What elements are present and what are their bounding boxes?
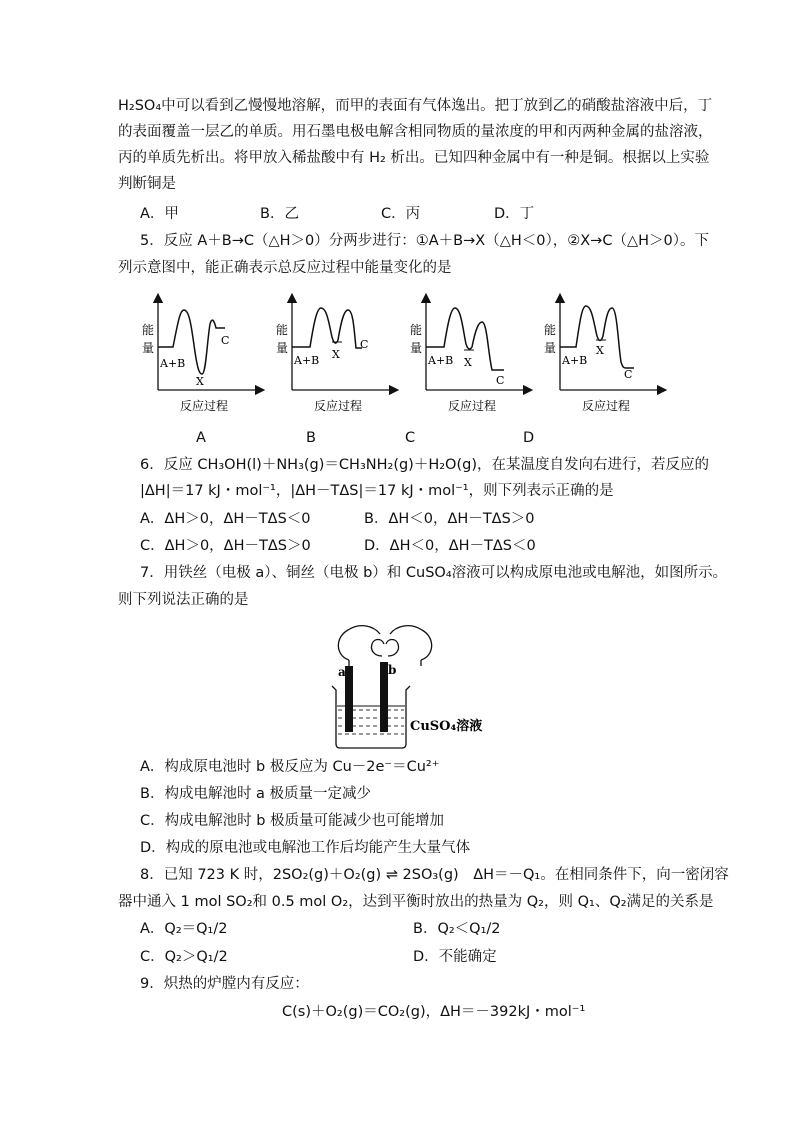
svg-text:X: X bbox=[332, 348, 340, 361]
q7-text-line-1: 7．用铁丝（电极 a）、铜丝（电极 b）和 CuSO₄溶液可以构成原电池或电解池，如图所示。 bbox=[140, 565, 728, 581]
electrode-a bbox=[345, 666, 353, 732]
q9-text-line-1: 9．炽热的炉膛内有反应： bbox=[140, 976, 309, 992]
q8-option-a[interactable]: A．Q₂＝Q₁/2 bbox=[140, 921, 228, 937]
q7-text-line-2: 则下列说法正确的是 bbox=[118, 592, 249, 608]
q8-text-line-2: 器中通入 1 mol SO₂和 0.5 mol O₂，达到平衡时放出的热量为 Q₂，则 Q₁、Q₂满足的关系是 bbox=[118, 894, 714, 910]
q4-option-b[interactable]: B．乙 bbox=[260, 206, 299, 222]
q5-choice-c[interactable]: C bbox=[405, 430, 416, 446]
q4-option-a[interactable]: A．甲 bbox=[140, 206, 179, 222]
q6-text-line-2: |ΔH|＝17 kJ・mol⁻¹，|ΔH－TΔS|＝17 kJ・mol⁻¹，则下列表示正确的是 bbox=[140, 483, 614, 499]
q5-choice-d[interactable]: D bbox=[523, 430, 535, 446]
label-a: a bbox=[338, 665, 346, 679]
svg-text:C: C bbox=[496, 374, 505, 387]
q4-option-c[interactable]: C．丙 bbox=[381, 206, 421, 222]
q5-text-line-2: 列示意图中，能正确表示总反应过程中能量变化的是 bbox=[118, 260, 452, 276]
diagram-c bbox=[410, 298, 528, 413]
diagram-d bbox=[544, 298, 662, 413]
q8-option-d[interactable]: D．不能确定 bbox=[413, 949, 497, 965]
svg-text:A+B: A+B bbox=[294, 354, 320, 367]
label-x: X bbox=[196, 375, 204, 388]
label-ab: A+B bbox=[160, 357, 186, 370]
q6-option-c[interactable]: C．ΔH＞0，ΔH－TΔS＞0 bbox=[140, 538, 311, 554]
q8-option-b[interactable]: B．Q₂＜Q₁/2 bbox=[413, 921, 501, 937]
cuso4-label: CuSO₄溶液 bbox=[410, 719, 483, 734]
q6-option-b[interactable]: B．ΔH＜0，ΔH－TΔS＞0 bbox=[364, 511, 535, 527]
q8-option-c[interactable]: C．Q₂＞Q₁/2 bbox=[140, 949, 228, 965]
svg-text:反应过程: 反应过程 bbox=[582, 399, 631, 413]
q4-text-line-2: 的表面覆盖一层乙的单质。用石墨电极电解含相同物质的量浓度的甲和丙两种金属的盐溶液， bbox=[118, 124, 713, 140]
q5-text-line-1: 5．反应 A＋B→C（△H＞0）分两步进行：①A＋B→X（△H＜0），②X→C（△H＞0）。下 bbox=[140, 233, 709, 249]
svg-text:X: X bbox=[596, 344, 604, 357]
svg-text:X: X bbox=[464, 356, 472, 369]
q4-option-d[interactable]: D．丁 bbox=[494, 206, 535, 222]
svg-text:反应过程: 反应过程 bbox=[314, 399, 363, 413]
q9-equation: C(s)＋O₂(g)＝CO₂(g)，ΔH＝－392kJ・mol⁻¹ bbox=[282, 1004, 586, 1020]
svg-text:A+B: A+B bbox=[428, 354, 454, 367]
y-label-2: 量 bbox=[142, 341, 155, 355]
q7-option-b[interactable]: B．构成电解池时 a 极质量一定减少 bbox=[140, 786, 372, 802]
q5-choice-a[interactable]: A bbox=[196, 430, 206, 446]
x-label: 反应过程 bbox=[180, 399, 229, 413]
svg-text:A+B: A+B bbox=[562, 354, 588, 367]
q6-option-d[interactable]: D．ΔH＜0，ΔH－TΔS＜0 bbox=[364, 538, 536, 554]
q7-option-c[interactable]: C．构成电解池时 b 极质量可能减少也可能增加 bbox=[140, 813, 445, 829]
label-b: b bbox=[388, 663, 397, 677]
svg-text:C: C bbox=[360, 338, 369, 351]
q7-option-d[interactable]: D．构成的原电池或电解池工作后均能产生大量气体 bbox=[140, 840, 471, 856]
q5-choice-b[interactable]: B bbox=[306, 430, 316, 446]
svg-text:C: C bbox=[624, 368, 633, 381]
svg-text:能: 能 bbox=[544, 323, 557, 337]
y-label-1: 能 bbox=[142, 323, 155, 337]
svg-text:量: 量 bbox=[544, 341, 557, 355]
q4-text-line-4: 判断铜是 bbox=[118, 176, 176, 192]
diagram-a bbox=[142, 298, 260, 413]
q4-text-line-1: H₂SO₄中可以看到乙慢慢地溶解，而甲的表面有气体逸出。把丁放到乙的硝酸盐溶液中后，丁 bbox=[118, 98, 713, 114]
svg-text:反应过程: 反应过程 bbox=[448, 399, 497, 413]
q5-energy-diagrams bbox=[140, 292, 700, 417]
svg-text:能: 能 bbox=[276, 323, 289, 337]
electrode-b bbox=[380, 662, 388, 732]
diagram-b bbox=[276, 298, 394, 413]
q7-option-a[interactable]: A．构成原电池时 b 极反应为 Cu－2e⁻＝Cu²⁺ bbox=[140, 759, 440, 775]
q4-text-line-3: 丙的单质先析出。将甲放入稀盐酸中有 H₂ 析出。已知四种金属中有一种是铜。根据以上实验 bbox=[118, 150, 710, 166]
svg-text:量: 量 bbox=[276, 341, 289, 355]
q6-option-a[interactable]: A．ΔH＞0，ΔH－TΔS＜0 bbox=[140, 511, 311, 527]
q7-electrolysis-figure bbox=[326, 616, 496, 751]
svg-text:量: 量 bbox=[410, 341, 423, 355]
label-c: C bbox=[221, 334, 230, 347]
svg-text:能: 能 bbox=[410, 323, 423, 337]
q8-text-line-1: 8．已知 723 K 时，2SO₂(g)＋O₂(g) ⇌ 2SO₃(g) ΔH＝－Q₁。在相同条件下，向一密闭容 bbox=[140, 867, 729, 883]
q6-text-line-1: 6．反应 CH₃OH(l)＋NH₃(g)＝CH₃NH₂(g)＋H₂O(g)，在某温度自发向右进行，若反应的 bbox=[140, 457, 709, 473]
